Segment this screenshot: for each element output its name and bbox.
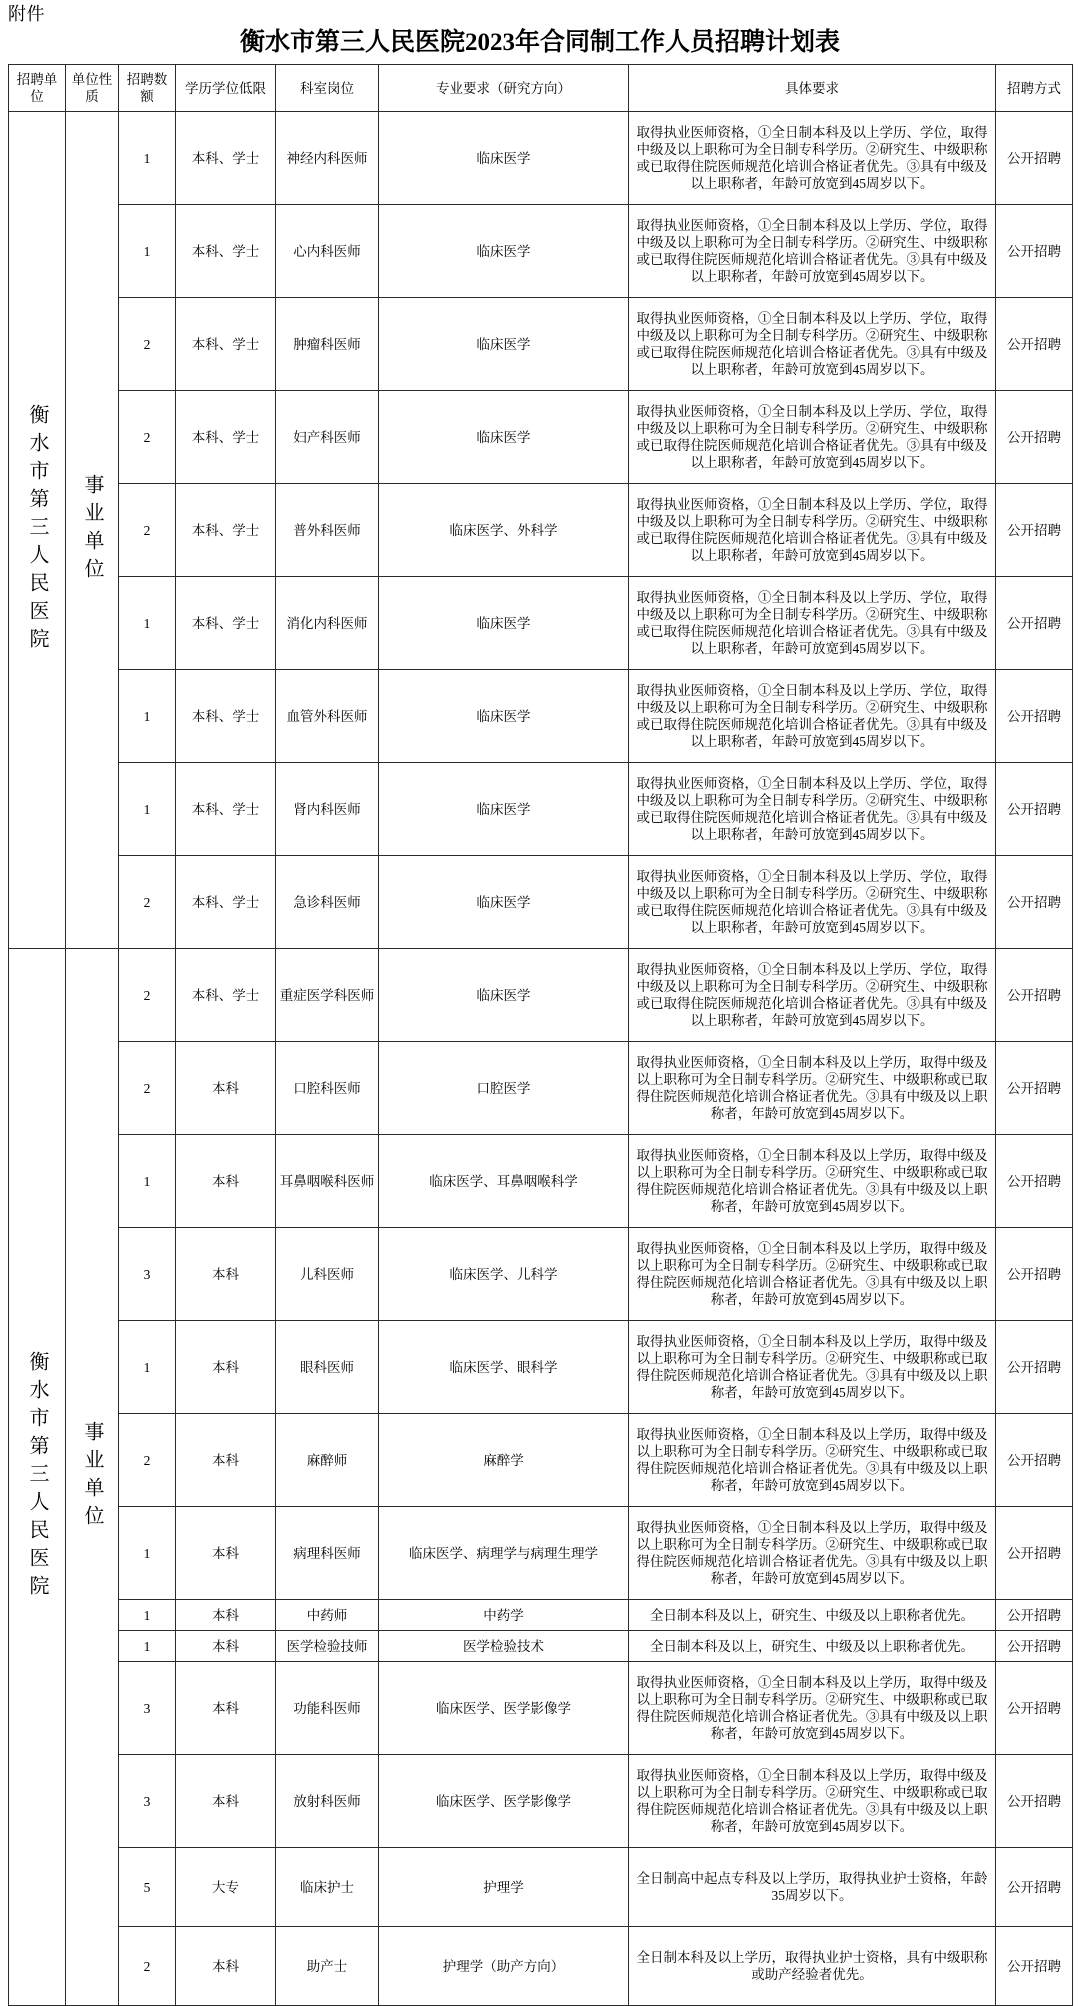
header-degree: 学历学位低限: [176, 65, 276, 112]
department-post-cell: 儿科医师: [276, 1228, 379, 1321]
specific-requirement-cell: 取得执业医师资格，①全日制本科及以上学历，取得中级及以上职称可为全日制专科学历。②研究生、中级职称或已取得住院医师规范化培训合格证者优先。③具有中级及以上职称者，年龄可放宽到45周岁以下。: [629, 1414, 996, 1507]
degree-requirement-cell: 本科、学士: [176, 112, 276, 205]
department-post-cell: 肾内科医师: [276, 763, 379, 856]
recruit-method-cell: 公开招聘: [996, 391, 1073, 484]
department-post-cell: 麻醉师: [276, 1414, 379, 1507]
table-row: [9, 1042, 1073, 1135]
table-row: [9, 391, 1073, 484]
specific-requirement-cell: 全日制本科及以上，研究生、中级及以上职称者优先。: [629, 1600, 996, 1631]
recruit-quota-cell: 2: [119, 391, 176, 484]
recruit-method-cell: 公开招聘: [996, 1848, 1073, 1927]
table-row: [9, 1848, 1073, 1927]
major-requirement-cell: 临床医学、眼科学: [379, 1321, 629, 1414]
recruit-method-cell: 公开招聘: [996, 1228, 1073, 1321]
major-requirement-cell: 临床医学: [379, 763, 629, 856]
table-row: [9, 1662, 1073, 1755]
specific-requirement-cell: 取得执业医师资格，①全日制本科及以上学历、学位，取得中级及以上职称可为全日制专科学历。②研究生、中级职称或已取得住院医师规范化培训合格证者优先。③具有中级及以上职称者，年龄可放宽到45周岁以下。: [629, 484, 996, 577]
degree-requirement-cell: 本科、学士: [176, 391, 276, 484]
recruit-quota-cell: 1: [119, 1321, 176, 1414]
degree-requirement-cell: 本科、学士: [176, 484, 276, 577]
recruit-method-cell: 公开招聘: [996, 577, 1073, 670]
department-post-cell: 医学检验技师: [276, 1631, 379, 1662]
specific-requirement-cell: 取得执业医师资格，①全日制本科及以上学历、学位，取得中级及以上职称可为全日制专科学历。②研究生、中级职称或已取得住院医师规范化培训合格证者优先。③具有中级及以上职称者，年龄可放宽到45周岁以下。: [629, 112, 996, 205]
table-row: [9, 1927, 1073, 2006]
table-row: [9, 670, 1073, 763]
department-post-cell: 放射科医师: [276, 1755, 379, 1848]
department-post-cell: 耳鼻咽喉科医师: [276, 1135, 379, 1228]
department-post-cell: 中药师: [276, 1600, 379, 1631]
degree-requirement-cell: 本科: [176, 1600, 276, 1631]
header-row: [9, 65, 1073, 112]
recruit-method-cell: 公开招聘: [996, 1755, 1073, 1848]
header-nature: 单位性质: [66, 65, 119, 112]
recruit-quota-cell: 2: [119, 1042, 176, 1135]
recruit-method-cell: 公开招聘: [996, 112, 1073, 205]
recruiting-unit-label: 衡水市第三人民医院: [26, 1351, 48, 1603]
table-row: [9, 298, 1073, 391]
recruit-method-cell: 公开招聘: [996, 1321, 1073, 1414]
header-major: 专业要求（研究方向）: [379, 65, 629, 112]
recruiting-unit-label: 衡水市第三人民医院: [26, 404, 48, 656]
table-row: [9, 205, 1073, 298]
degree-requirement-cell: 本科: [176, 1321, 276, 1414]
department-post-cell: 病理科医师: [276, 1507, 379, 1600]
recruitment-plan-table: [8, 64, 1073, 2006]
header-method: 招聘方式: [996, 65, 1073, 112]
table-row: [9, 112, 1073, 205]
recruit-method-cell: 公开招聘: [996, 298, 1073, 391]
department-post-cell: 眼科医师: [276, 1321, 379, 1414]
header-requirement: 具体要求: [629, 65, 996, 112]
major-requirement-cell: 口腔医学: [379, 1042, 629, 1135]
major-requirement-cell: 护理学: [379, 1848, 629, 1927]
degree-requirement-cell: 本科、学士: [176, 670, 276, 763]
major-requirement-cell: 临床医学: [379, 949, 629, 1042]
department-post-cell: 重症医学科医师: [276, 949, 379, 1042]
table-row: [9, 1631, 1073, 1662]
unit-nature-label: 事业单位: [81, 1421, 103, 1533]
header-unit: 招聘单位: [9, 65, 66, 112]
recruit-method-cell: 公开招聘: [996, 484, 1073, 577]
degree-requirement-cell: 本科: [176, 1135, 276, 1228]
department-post-cell: 肿瘤科医师: [276, 298, 379, 391]
specific-requirement-cell: 取得执业医师资格，①全日制本科及以上学历、学位，取得中级及以上职称可为全日制专科学历。②研究生、中级职称或已取得住院医师规范化培训合格证者优先。③具有中级及以上职称者，年龄可放宽到45周岁以下。: [629, 949, 996, 1042]
specific-requirement-cell: 取得执业医师资格，①全日制本科及以上学历、学位，取得中级及以上职称可为全日制专科学历。②研究生、中级职称或已取得住院医师规范化培训合格证者优先。③具有中级及以上职称者，年龄可放宽到45周岁以下。: [629, 298, 996, 391]
major-requirement-cell: 临床医学、医学影像学: [379, 1662, 629, 1755]
recruit-method-cell: 公开招聘: [996, 1662, 1073, 1755]
recruit-method-cell: 公开招聘: [996, 949, 1073, 1042]
recruiting-unit-cell: [9, 112, 66, 949]
recruit-method-cell: 公开招聘: [996, 1507, 1073, 1600]
table-row: [9, 949, 1073, 1042]
recruit-quota-cell: 2: [119, 484, 176, 577]
degree-requirement-cell: 本科、学士: [176, 298, 276, 391]
recruit-quota-cell: 2: [119, 856, 176, 949]
specific-requirement-cell: 取得执业医师资格，①全日制本科及以上学历，取得中级及以上职称可为全日制专科学历。②研究生、中级职称或已取得住院医师规范化培训合格证者优先。③具有中级及以上职称者，年龄可放宽到45周岁以下。: [629, 1135, 996, 1228]
degree-requirement-cell: 本科、学士: [176, 763, 276, 856]
specific-requirement-cell: 取得执业医师资格，①全日制本科及以上学历、学位，取得中级及以上职称可为全日制专科学历。②研究生、中级职称或已取得住院医师规范化培训合格证者优先。③具有中级及以上职称者，年龄可放宽到45周岁以下。: [629, 205, 996, 298]
specific-requirement-cell: 取得执业医师资格，①全日制本科及以上学历，取得中级及以上职称可为全日制专科学历。②研究生、中级职称或已取得住院医师规范化培训合格证者优先。③具有中级及以上职称者，年龄可放宽到45周岁以下。: [629, 1507, 996, 1600]
recruit-quota-cell: 2: [119, 1927, 176, 2006]
specific-requirement-cell: 全日制本科及以上，研究生、中级及以上职称者优先。: [629, 1631, 996, 1662]
degree-requirement-cell: 本科: [176, 1042, 276, 1135]
major-requirement-cell: 临床医学、病理学与病理生理学: [379, 1507, 629, 1600]
major-requirement-cell: 护理学（助产方向）: [379, 1927, 629, 2006]
table-header: [9, 65, 1073, 112]
major-requirement-cell: 临床医学: [379, 391, 629, 484]
major-requirement-cell: 麻醉学: [379, 1414, 629, 1507]
recruit-quota-cell: 1: [119, 1631, 176, 1662]
recruit-quota-cell: 1: [119, 112, 176, 205]
unit-nature-label: 事业单位: [81, 474, 103, 586]
table-body: [9, 112, 1073, 2006]
department-post-cell: 心内科医师: [276, 205, 379, 298]
degree-requirement-cell: 大专: [176, 1848, 276, 1927]
recruit-method-cell: 公开招聘: [996, 1414, 1073, 1507]
degree-requirement-cell: 本科: [176, 1414, 276, 1507]
major-requirement-cell: 中药学: [379, 1600, 629, 1631]
recruit-method-cell: 公开招聘: [996, 1631, 1073, 1662]
department-post-cell: 血管外科医师: [276, 670, 379, 763]
attachment-label: 附件: [8, 4, 45, 24]
specific-requirement-cell: 全日制高中起点专科及以上学历，取得执业护士资格，年龄35周岁以下。: [629, 1848, 996, 1927]
department-post-cell: 临床护士: [276, 1848, 379, 1927]
table-row: [9, 1135, 1073, 1228]
recruit-method-cell: 公开招聘: [996, 763, 1073, 856]
department-post-cell: 口腔科医师: [276, 1042, 379, 1135]
unit-nature-cell: [66, 112, 119, 949]
specific-requirement-cell: 取得执业医师资格，①全日制本科及以上学历、学位，取得中级及以上职称可为全日制专科学历。②研究生、中级职称或已取得住院医师规范化培训合格证者优先。③具有中级及以上职称者，年龄可放宽到45周岁以下。: [629, 856, 996, 949]
table-row: [9, 856, 1073, 949]
specific-requirement-cell: 取得执业医师资格，①全日制本科及以上学历，取得中级及以上职称可为全日制专科学历。②研究生、中级职称或已取得住院医师规范化培训合格证者优先。③具有中级及以上职称者，年龄可放宽到45周岁以下。: [629, 1228, 996, 1321]
header-post: 科室岗位: [276, 65, 379, 112]
table-row: [9, 763, 1073, 856]
recruit-quota-cell: 3: [119, 1662, 176, 1755]
major-requirement-cell: 临床医学、儿科学: [379, 1228, 629, 1321]
department-post-cell: 神经内科医师: [276, 112, 379, 205]
specific-requirement-cell: 取得执业医师资格，①全日制本科及以上学历、学位，取得中级及以上职称可为全日制专科学历。②研究生、中级职称或已取得住院医师规范化培训合格证者优先。③具有中级及以上职称者，年龄可放宽到45周岁以下。: [629, 763, 996, 856]
recruit-quota-cell: 1: [119, 763, 176, 856]
major-requirement-cell: 临床医学、医学影像学: [379, 1755, 629, 1848]
major-requirement-cell: 临床医学: [379, 577, 629, 670]
degree-requirement-cell: 本科、学士: [176, 856, 276, 949]
specific-requirement-cell: 取得执业医师资格，①全日制本科及以上学历、学位，取得中级及以上职称可为全日制专科学历。②研究生、中级职称或已取得住院医师规范化培训合格证者优先。③具有中级及以上职称者，年龄可放宽到45周岁以下。: [629, 670, 996, 763]
major-requirement-cell: 临床医学: [379, 670, 629, 763]
table-row: [9, 1755, 1073, 1848]
recruit-method-cell: 公开招聘: [996, 205, 1073, 298]
table-row: [9, 577, 1073, 670]
specific-requirement-cell: 全日制本科及以上学历，取得执业护士资格，具有中级职称或助产经验者优先。: [629, 1927, 996, 2006]
specific-requirement-cell: 取得执业医师资格，①全日制本科及以上学历，取得中级及以上职称可为全日制专科学历。②研究生、中级职称或已取得住院医师规范化培训合格证者优先。③具有中级及以上职称者，年龄可放宽到45周岁以下。: [629, 1321, 996, 1414]
recruit-quota-cell: 2: [119, 1414, 176, 1507]
degree-requirement-cell: 本科: [176, 1631, 276, 1662]
department-post-cell: 妇产科医师: [276, 391, 379, 484]
recruit-quota-cell: 3: [119, 1228, 176, 1321]
table-row: [9, 1228, 1073, 1321]
major-requirement-cell: 临床医学: [379, 298, 629, 391]
degree-requirement-cell: 本科、学士: [176, 949, 276, 1042]
table-row: [9, 1414, 1073, 1507]
degree-requirement-cell: 本科: [176, 1228, 276, 1321]
recruit-method-cell: 公开招聘: [996, 1927, 1073, 2006]
recruit-quota-cell: 1: [119, 1600, 176, 1631]
recruiting-unit-cell: [9, 949, 66, 2006]
table-row: [9, 1507, 1073, 1600]
major-requirement-cell: 临床医学: [379, 856, 629, 949]
recruit-quota-cell: 1: [119, 1507, 176, 1600]
specific-requirement-cell: 取得执业医师资格，①全日制本科及以上学历，取得中级及以上职称可为全日制专科学历。②研究生、中级职称或已取得住院医师规范化培训合格证者优先。③具有中级及以上职称者，年龄可放宽到45周岁以下。: [629, 1662, 996, 1755]
department-post-cell: 普外科医师: [276, 484, 379, 577]
recruit-quota-cell: 1: [119, 577, 176, 670]
major-requirement-cell: 临床医学、耳鼻咽喉科学: [379, 1135, 629, 1228]
recruit-method-cell: 公开招聘: [996, 670, 1073, 763]
page-title: 衡水市第三人民医院2023年合同制工作人员招聘计划表: [239, 29, 840, 56]
recruit-quota-cell: 3: [119, 1755, 176, 1848]
header-quota: 招聘数额: [119, 65, 176, 112]
major-requirement-cell: 医学检验技术: [379, 1631, 629, 1662]
department-post-cell: 急诊科医师: [276, 856, 379, 949]
degree-requirement-cell: 本科: [176, 1755, 276, 1848]
degree-requirement-cell: 本科: [176, 1927, 276, 2006]
major-requirement-cell: 临床医学: [379, 205, 629, 298]
recruit-quota-cell: 1: [119, 1135, 176, 1228]
recruit-quota-cell: 5: [119, 1848, 176, 1927]
recruit-method-cell: 公开招聘: [996, 1042, 1073, 1135]
unit-nature-cell: [66, 949, 119, 2006]
recruit-quota-cell: 2: [119, 949, 176, 1042]
department-post-cell: 助产士: [276, 1927, 379, 2006]
specific-requirement-cell: 取得执业医师资格，①全日制本科及以上学历，取得中级及以上职称可为全日制专科学历。②研究生、中级职称或已取得住院医师规范化培训合格证者优先。③具有中级及以上职称者，年龄可放宽到45周岁以下。: [629, 1755, 996, 1848]
degree-requirement-cell: 本科: [176, 1507, 276, 1600]
recruit-quota-cell: 2: [119, 298, 176, 391]
specific-requirement-cell: 取得执业医师资格，①全日制本科及以上学历，取得中级及以上职称可为全日制专科学历。②研究生、中级职称或已取得住院医师规范化培训合格证者优先。③具有中级及以上职称者，年龄可放宽到45周岁以下。: [629, 1042, 996, 1135]
table-row: [9, 484, 1073, 577]
recruit-quota-cell: 1: [119, 670, 176, 763]
recruit-method-cell: 公开招聘: [996, 856, 1073, 949]
degree-requirement-cell: 本科、学士: [176, 205, 276, 298]
specific-requirement-cell: 取得执业医师资格，①全日制本科及以上学历、学位，取得中级及以上职称可为全日制专科学历。②研究生、中级职称或已取得住院医师规范化培训合格证者优先。③具有中级及以上职称者，年龄可放宽到45周岁以下。: [629, 577, 996, 670]
major-requirement-cell: 临床医学: [379, 112, 629, 205]
recruit-method-cell: 公开招聘: [996, 1600, 1073, 1631]
recruit-quota-cell: 1: [119, 205, 176, 298]
department-post-cell: 消化内科医师: [276, 577, 379, 670]
department-post-cell: 功能科医师: [276, 1662, 379, 1755]
degree-requirement-cell: 本科: [176, 1662, 276, 1755]
specific-requirement-cell: 取得执业医师资格，①全日制本科及以上学历、学位，取得中级及以上职称可为全日制专科学历。②研究生、中级职称或已取得住院医师规范化培训合格证者优先。③具有中级及以上职称者，年龄可放宽到45周岁以下。: [629, 391, 996, 484]
major-requirement-cell: 临床医学、外科学: [379, 484, 629, 577]
table-row: [9, 1321, 1073, 1414]
table-row: [9, 1600, 1073, 1631]
recruit-method-cell: 公开招聘: [996, 1135, 1073, 1228]
degree-requirement-cell: 本科、学士: [176, 577, 276, 670]
